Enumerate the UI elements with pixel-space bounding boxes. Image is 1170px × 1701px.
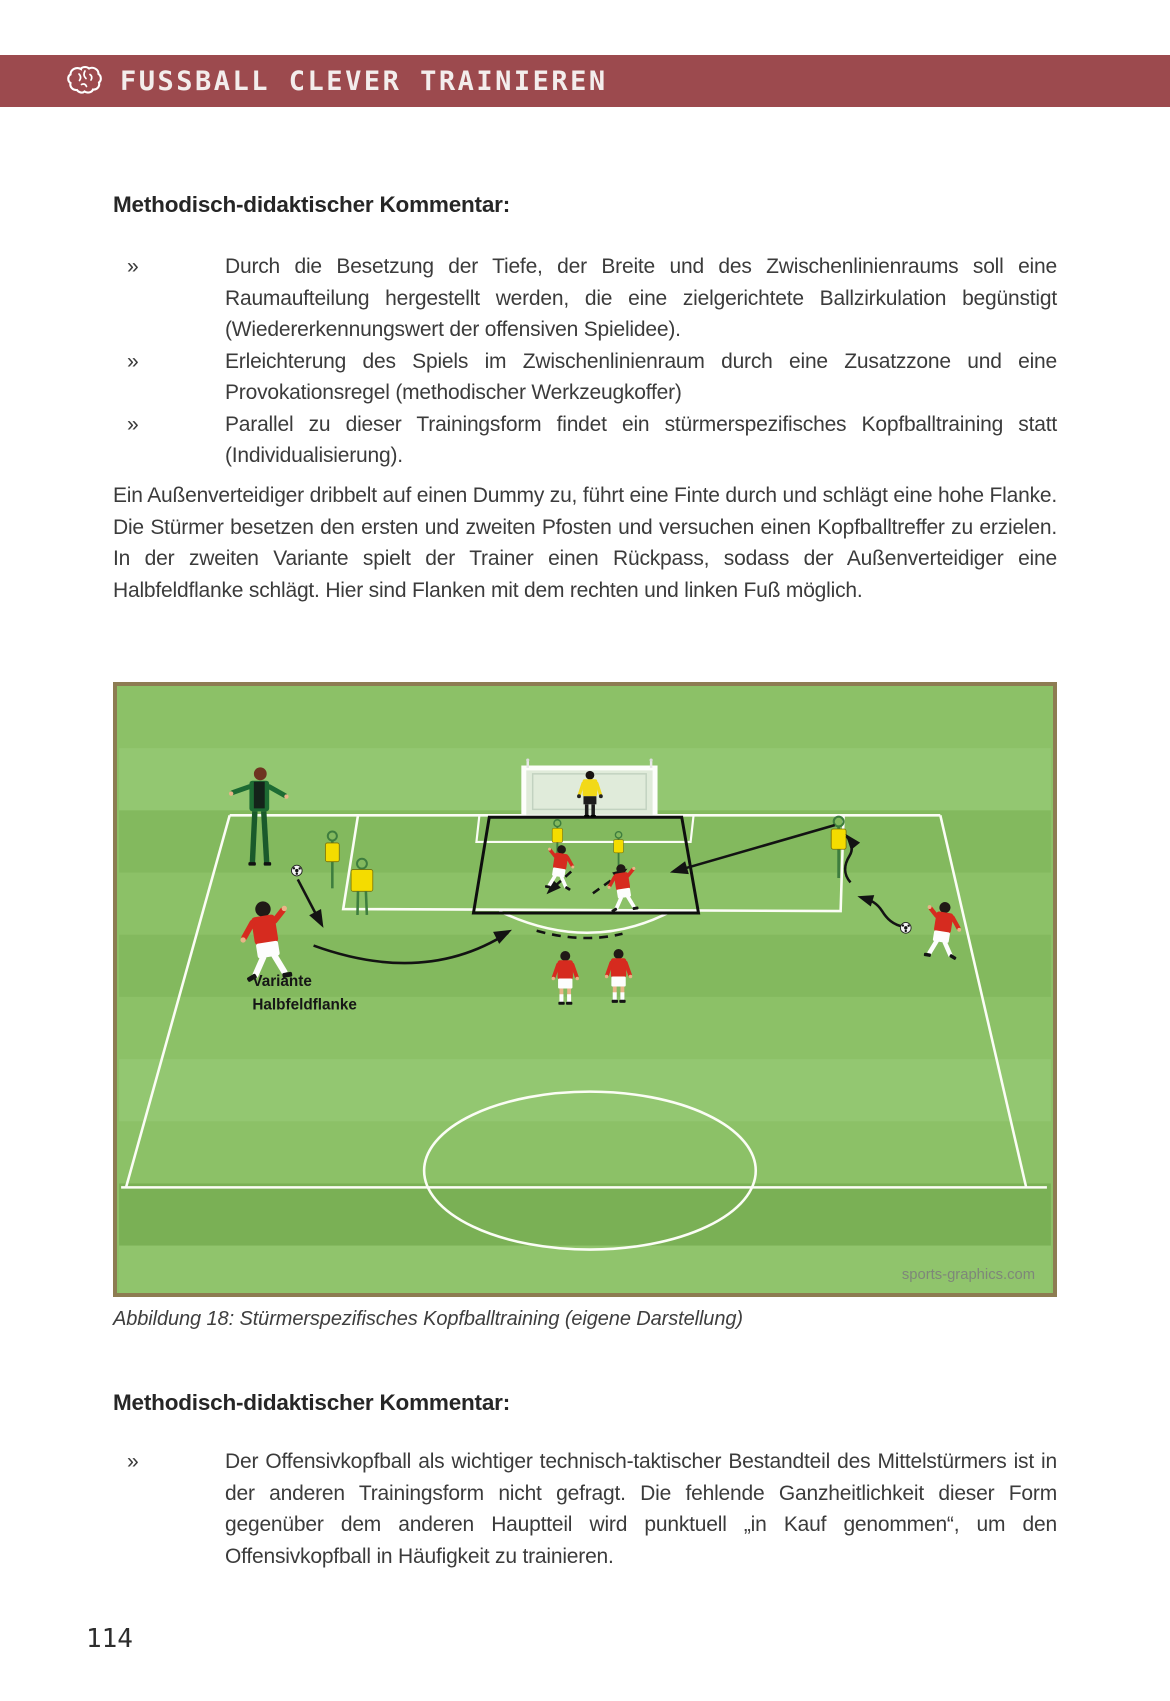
watermark: sports-graphics.com [901,1267,1036,1284]
bullet-text: Der Offensivkopfball als wichtiger technisch-taktischer Bestandteil des Mittelstürmers ist in der anderen Trainingsform nicht gefragt. Die fehlende Ganzheitlichkeit dieser Form gegenüber dem anderen Hauptteil wird punktuell „in Kauf genommen“, um den Offensivkopfball in Häufigkeit zu trainieren. [225,1450,1057,1568]
figure-18 [113,682,1057,1297]
bullet-item [113,251,1057,346]
page-number: 114 [86,1624,133,1654]
pitch-diagram [113,682,1057,1297]
bullet-list-2 [113,1446,1057,1572]
bullet-item [113,409,1057,472]
bullet-list-1 [113,251,1057,472]
header-title: FUSSBALL CLEVER TRAINIEREN [120,65,608,97]
ball-left [291,865,302,876]
header-bar [0,55,1170,107]
bullet-text: Erleichterung des Spiels im Zwischenlinienraum durch eine Zusatzzone und eine Provokationsregel (methodischer Werkzeugkoffer) [225,349,1057,404]
bullet-item [113,346,1057,409]
brain-icon [66,65,104,97]
bullet-item [113,1446,1057,1572]
bullet-marker: » [127,349,139,373]
ball-right [900,922,911,933]
pitch-svg [117,686,1053,1293]
section1-heading: Methodisch-didaktischer Kommentar: [113,192,511,217]
bullet-marker: » [127,255,139,278]
bullet-text: Parallel zu dieser Trainingsform findet ein stürmerspezifisches Kopfballtraining statt (Individualisierung). [225,412,1057,467]
bullet-marker: » [127,412,139,436]
figure-caption: Abbildung 18: Stürmerspezifisches Kopfballtraining (eigene Darstellung) [113,1308,743,1330]
intro-paragraph: Ein Außenverteidiger dribbelt auf einen Dummy zu, führt eine Finte durch und schlägt eine hohe Flanke. Die Stürmer besetzen den ersten und zweiten Pfosten und versuchen einen Kopfballtreffer zu erzielen. In der zweiten Variante spielt der Trainer einen Rückpass, sodass der Außenverteidiger eine Halbfeldflanke schlägt. Hier sind Flanken mit dem rechten und linken Fuß möglich. [113,484,1057,602]
section2-heading: Methodisch-didaktischer Kommentar: [113,1390,511,1415]
bullet-text: Durch die Besetzung der Tiefe, der Breite und des Zwischenlinienraums soll eine Raumaufteilung hergestellt werden, die eine zielgerichtete Ballzirkulation begünstigt (Wiedererkennungswert der offensiven Spielidee). [225,255,1057,341]
label-halbfeldflanke: Halbfeldflanke [252,996,357,1014]
label-variante: Variante [252,973,312,991]
bullet-marker: » [127,1450,139,1473]
